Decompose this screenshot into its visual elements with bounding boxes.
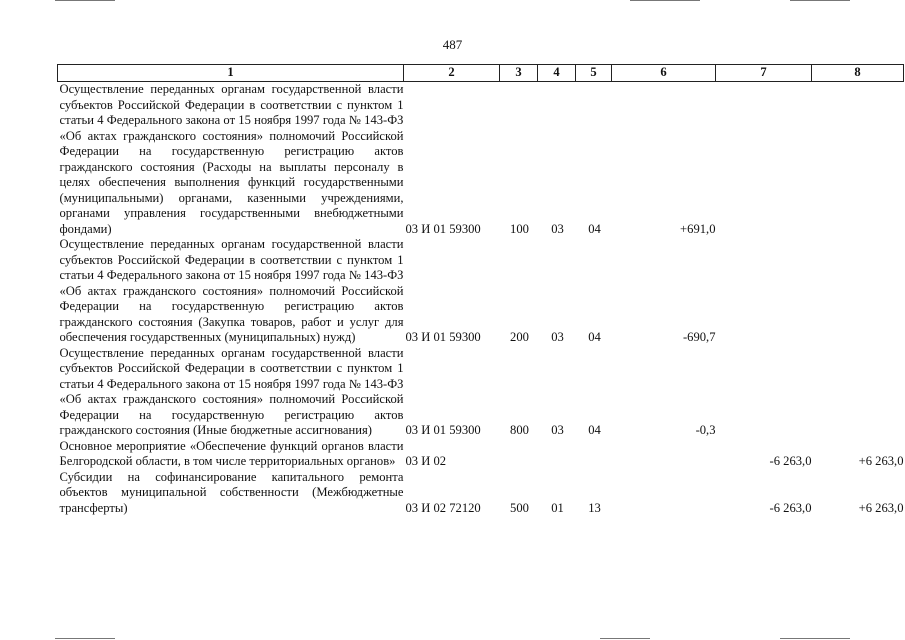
scan-edge-rule [780,638,850,639]
row-section [538,439,576,470]
header-col-8: 8 [812,65,904,82]
page-number: 487 [442,37,463,52]
row-expense-type [500,439,538,470]
row-description: Осуществление переданных органам государственной власти субъектов Российской Федерации в соответствии с пунктом 1 статьи 4 Федерального закона от 15 ноября 1997 года № 143-ФЗ «Об актах гражданского состояния» полномочий Российской Федерации на государственную регистрацию актов гражданского состояния (Закупка товаров, работ и услуг для обеспечения государственных (муниципальных) нужд) [59,237,404,344]
row-section: 03 [551,423,564,437]
budget-table [57,64,904,516]
row-target-code: 03 И 01 59300 [405,423,481,437]
row-amount-col8 [812,237,904,346]
table-row [58,470,904,517]
header-col-7: 7 [716,65,812,82]
row-section: 03 [551,221,564,236]
row-amount-col7 [716,82,812,238]
row-amount-col7: -6 263,0 [769,500,812,515]
table-row [58,82,904,238]
header-col-6: 6 [612,65,716,82]
row-amount-col6 [612,470,716,517]
table-row [58,346,904,439]
row-amount-col7 [716,237,812,346]
row-expense-type: 800 [510,423,529,437]
row-amount-col8: +6 263,0 [858,500,904,515]
scan-edge-rule [790,0,850,1]
row-description: Осуществление переданных органам государственной власти субъектов Российской Федерации в соответствии с пунктом 1 статьи 4 Федерального закона от 15 ноября 1997 года № 143-ФЗ «Об актах гражданского состояния» полномочий Российской Федерации на государственную регистрацию актов гражданского состояния (Расходы на выплаты персоналу в целях обеспечения выполнения функций государственными (муниципальными) органами, казенными учреждениями, органами управления государственными внебюджетными фондами) [59,82,404,236]
row-target-code: 03 И 02 [405,454,447,468]
row-expense-type: 200 [510,330,529,344]
scan-edge-rule [55,638,115,639]
row-subsection: 04 [588,330,601,344]
scan-edge-rule [55,0,115,1]
table-row [58,439,904,470]
header-col-5: 5 [576,65,612,82]
header-row [58,65,904,82]
row-subsection [576,439,612,470]
row-amount-col6: +691,0 [680,221,716,236]
row-amount-col8 [812,82,904,238]
row-amount-col7: -6 263,0 [769,454,812,468]
header-col-4: 4 [538,65,576,82]
row-section: 01 [551,500,564,515]
row-description: Основное мероприятие «Обеспечение функций органов власти Белгородской области, в том числе территориальных органов» [59,438,404,468]
table-row [58,237,904,346]
header-col-3: 3 [500,65,538,82]
row-amount-col8: +6 263,0 [858,454,904,468]
header-col-2: 2 [404,65,500,82]
row-subsection: 13 [588,500,601,515]
row-subsection: 04 [588,221,601,236]
row-expense-type: 500 [510,500,529,515]
row-target-code: 03 И 02 72120 [405,500,481,515]
row-amount-col6 [612,439,716,470]
row-amount-col6: -0,3 [695,423,716,437]
row-target-code: 03 И 01 59300 [405,330,481,344]
row-subsection: 04 [588,423,601,437]
row-amount-col6: -690,7 [682,330,716,344]
row-amount-col7 [716,346,812,439]
row-section: 03 [551,330,564,344]
scan-edge-rule [600,638,650,639]
row-description: Субсидии на софинансирование капитального ремонта объектов муниципальной собственности (Межбюджетные трансферты) [59,469,404,515]
scan-edge-rule [630,0,700,1]
row-amount-col8 [812,346,904,439]
row-target-code: 03 И 01 59300 [405,221,481,236]
row-expense-type: 100 [510,221,529,236]
header-col-1: 1 [58,65,404,82]
row-description: Осуществление переданных органам государственной власти субъектов Российской Федерации в соответствии с пунктом 1 статьи 4 Федерального закона от 15 ноября 1997 года № 143-ФЗ «Об актах гражданского состояния» полномочий Российской Федерации на государственную регистрацию актов гражданского состояния (Иные бюджетные ассигнования) [59,345,404,437]
